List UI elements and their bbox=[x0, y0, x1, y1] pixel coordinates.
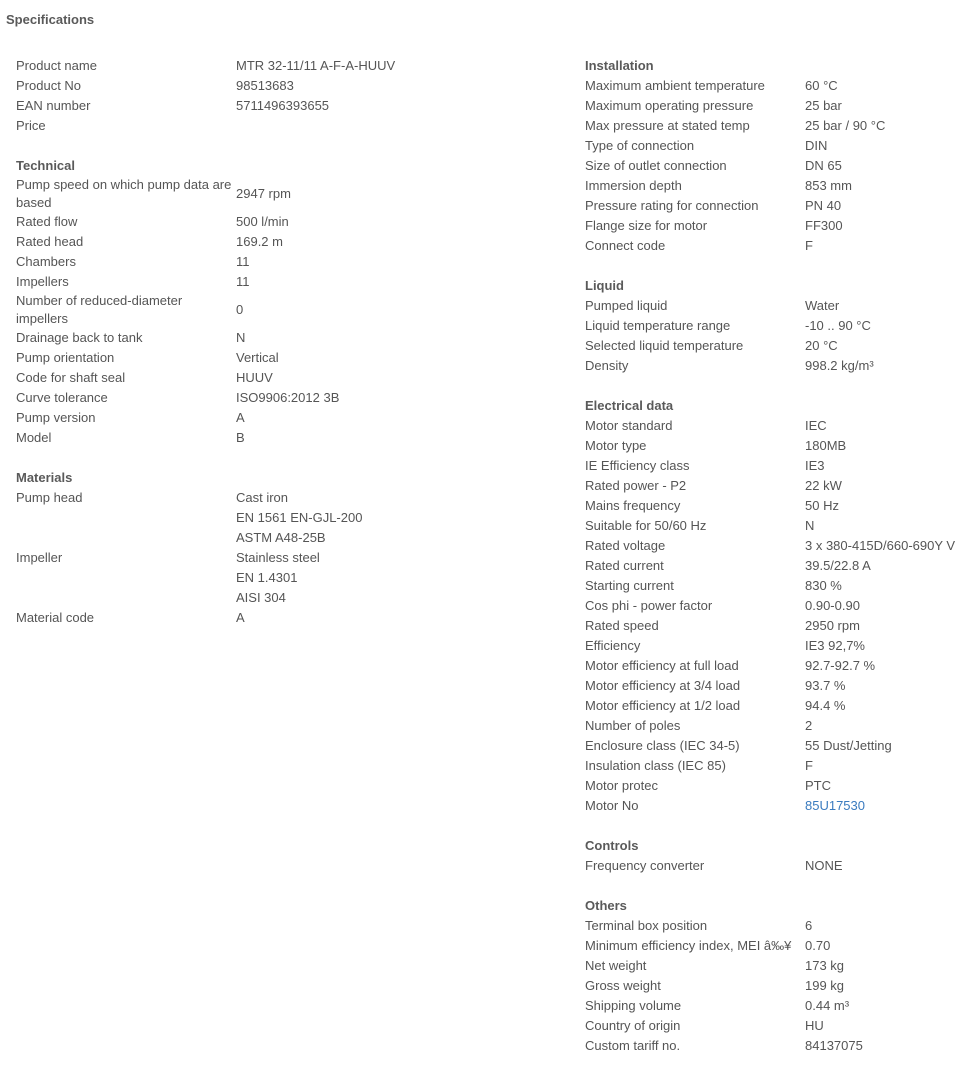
spec-label: Rated power - P2 bbox=[585, 478, 687, 493]
spec-label: Frequency converter bbox=[585, 858, 705, 873]
spec-value: HUUV bbox=[236, 370, 273, 385]
spec-label: Material code bbox=[16, 610, 95, 625]
spec-label: Pump head bbox=[16, 490, 83, 505]
spec-value: 2 bbox=[805, 718, 813, 733]
spec-row bbox=[585, 676, 940, 696]
spec-value: A bbox=[236, 410, 245, 425]
spec-label: Pump version bbox=[16, 410, 96, 425]
controls-section bbox=[585, 836, 940, 876]
spec-label: Shipping volume bbox=[585, 998, 682, 1013]
spec-label: Liquid temperature range bbox=[585, 318, 731, 333]
spec-value: 93.7 % bbox=[805, 678, 846, 693]
spec-value: 25 bar bbox=[805, 98, 842, 113]
spec-label: Starting current bbox=[585, 578, 674, 593]
spec-value: 5711496393655 bbox=[236, 98, 330, 113]
material-line: EN 1.4301 bbox=[236, 570, 298, 585]
spec-row bbox=[585, 996, 940, 1016]
spec-label: Connect code bbox=[585, 238, 666, 253]
spec-label: Number of reduced-diameter impellers bbox=[16, 293, 183, 326]
spec-value: DN 65 bbox=[805, 158, 842, 173]
spec-row bbox=[16, 428, 556, 448]
technical-section bbox=[16, 156, 556, 448]
spec-row bbox=[585, 796, 940, 816]
spec-value: -10 .. 90 °C bbox=[805, 318, 871, 333]
spec-label: Maximum operating pressure bbox=[585, 98, 754, 113]
spec-value: 998.2 kg/m³ bbox=[805, 358, 874, 373]
spec-value: 853 mm bbox=[805, 178, 852, 193]
spec-row bbox=[585, 716, 940, 736]
spec-value: FF300 bbox=[805, 218, 843, 233]
spec-value: 20 °C bbox=[805, 338, 838, 353]
spec-row-impeller bbox=[16, 548, 556, 608]
spec-value: 0 bbox=[236, 302, 244, 317]
spec-row bbox=[585, 336, 940, 356]
spec-value bbox=[236, 488, 556, 548]
spec-label: Minimum efficiency index, MEI â‰¥ bbox=[585, 938, 792, 953]
spec-value: 3 x 380-415D/660-690Y V bbox=[805, 538, 955, 553]
section-title: Materials bbox=[16, 470, 73, 485]
spec-label: EAN number bbox=[16, 98, 91, 113]
spec-row bbox=[585, 116, 940, 136]
spec-label: Rated flow bbox=[16, 214, 78, 229]
section-title: Controls bbox=[585, 838, 639, 853]
electrical-section bbox=[585, 396, 955, 816]
spec-label: Terminal box position bbox=[585, 918, 708, 933]
others-section bbox=[585, 896, 940, 1056]
spec-row bbox=[16, 292, 556, 328]
spec-row bbox=[585, 936, 940, 956]
material-line: ASTM A48-25B bbox=[236, 530, 326, 545]
spec-row bbox=[585, 776, 940, 796]
spec-value: 500 l/min bbox=[236, 214, 289, 229]
spec-value: 173 kg bbox=[805, 958, 845, 973]
spec-label: Product No bbox=[16, 78, 82, 93]
spec-label: Code for shaft seal bbox=[16, 370, 126, 385]
spec-row bbox=[585, 916, 940, 936]
spec-value: 0.90-0.90 bbox=[805, 598, 860, 613]
spec-label: Motor standard bbox=[585, 418, 673, 433]
spec-row bbox=[585, 736, 940, 756]
spec-label: Motor efficiency at 3/4 load bbox=[585, 678, 741, 693]
spec-row bbox=[16, 176, 556, 212]
spec-row bbox=[16, 388, 556, 408]
spec-label: Pump speed on which pump data are based bbox=[16, 177, 232, 210]
spec-label: Pressure rating for connection bbox=[585, 198, 759, 213]
spec-value: DIN bbox=[805, 138, 828, 153]
spec-value: F bbox=[805, 238, 813, 253]
spec-value: 11 bbox=[236, 274, 250, 289]
spec-label: Motor efficiency at full load bbox=[585, 658, 739, 673]
spec-value: 92.7-92.7 % bbox=[805, 658, 876, 673]
spec-label: Rated head bbox=[16, 234, 84, 249]
spec-label: Net weight bbox=[585, 958, 647, 973]
spec-label: Cos phi - power factor bbox=[585, 598, 713, 613]
spec-label: Immersion depth bbox=[585, 178, 682, 193]
spec-row bbox=[585, 76, 940, 96]
spec-value bbox=[236, 548, 556, 608]
spec-value: 180MB bbox=[805, 438, 847, 453]
spec-row bbox=[585, 136, 940, 156]
spec-label: Product name bbox=[16, 58, 97, 73]
spec-row bbox=[585, 176, 940, 196]
spec-label: Selected liquid temperature bbox=[585, 338, 744, 353]
spec-value: 169.2 m bbox=[236, 234, 283, 249]
spec-row bbox=[585, 356, 940, 376]
spec-label: Pump orientation bbox=[16, 350, 115, 365]
page-title: Specifications bbox=[6, 12, 95, 27]
spec-row bbox=[585, 656, 940, 676]
spec-row bbox=[585, 596, 940, 616]
spec-value: Water bbox=[805, 298, 840, 313]
spec-value bbox=[805, 796, 940, 816]
left-column bbox=[16, 56, 556, 648]
spec-row bbox=[16, 76, 556, 96]
spec-label: Motor No bbox=[585, 798, 639, 813]
spec-value: 11 bbox=[236, 254, 250, 269]
spec-label: Model bbox=[16, 430, 52, 445]
spec-value: 0.44 m³ bbox=[805, 998, 850, 1013]
spec-label: Rated voltage bbox=[585, 538, 666, 553]
spec-label: Type of connection bbox=[585, 138, 695, 153]
spec-row bbox=[585, 236, 940, 256]
spec-label: Motor protec bbox=[585, 778, 658, 793]
spec-row bbox=[585, 316, 940, 336]
spec-row bbox=[585, 956, 940, 976]
spec-label: Chambers bbox=[16, 254, 76, 269]
spec-row bbox=[16, 348, 556, 368]
spec-value: A bbox=[236, 610, 245, 625]
spec-label: Curve tolerance bbox=[16, 390, 108, 405]
spec-value: 39.5/22.8 A bbox=[805, 558, 871, 573]
spec-label: Max pressure at stated temp bbox=[585, 118, 750, 133]
spec-row bbox=[16, 232, 556, 252]
spec-row-pump-head bbox=[16, 488, 556, 548]
material-line: AISI 304 bbox=[236, 590, 286, 605]
right-column bbox=[585, 56, 955, 1076]
spec-label: Number of poles bbox=[585, 718, 681, 733]
spec-label: Enclosure class (IEC 34-5) bbox=[585, 738, 740, 753]
spec-label: Rated speed bbox=[585, 618, 659, 633]
spec-label: Efficiency bbox=[585, 638, 641, 653]
spec-row bbox=[585, 416, 940, 436]
spec-row bbox=[585, 456, 940, 476]
spec-value: F bbox=[805, 758, 813, 773]
spec-row bbox=[585, 436, 940, 456]
spec-label: Custom tariff no. bbox=[585, 1038, 681, 1053]
spec-value: ISO9906:2012 3B bbox=[236, 390, 340, 405]
spec-label: Impellers bbox=[16, 274, 69, 289]
spec-row bbox=[585, 96, 940, 116]
spec-label: Density bbox=[585, 358, 629, 373]
material-line: EN 1561 EN-GJL-200 bbox=[236, 510, 363, 525]
motor-no-link[interactable]: 85U17530 bbox=[805, 798, 865, 813]
spec-row bbox=[585, 156, 940, 176]
spec-value: 199 kg bbox=[805, 978, 845, 993]
spec-value: 2947 rpm bbox=[236, 186, 291, 201]
spec-value: 84137075 bbox=[805, 1038, 863, 1053]
spec-value: 98513683 bbox=[236, 78, 294, 93]
spec-row bbox=[16, 608, 556, 628]
spec-value: HU bbox=[805, 1018, 824, 1033]
spec-row bbox=[16, 252, 556, 272]
spec-value: IE3 92,7% bbox=[805, 638, 865, 653]
spec-value: Vertical bbox=[236, 350, 279, 365]
spec-value: 830 % bbox=[805, 578, 842, 593]
spec-value: N bbox=[805, 518, 815, 533]
spec-value: 55 Dust/Jetting bbox=[805, 738, 892, 753]
spec-value: N bbox=[236, 330, 246, 345]
spec-value: 25 bar / 90 °C bbox=[805, 118, 886, 133]
spec-value: B bbox=[236, 430, 245, 445]
spec-row bbox=[16, 408, 556, 428]
section-title: Others bbox=[585, 898, 627, 913]
spec-value: 94.4 % bbox=[805, 698, 846, 713]
spec-label: Insulation class (IEC 85) bbox=[585, 758, 726, 773]
spec-row bbox=[585, 556, 940, 576]
spec-value: NONE bbox=[805, 858, 843, 873]
spec-label: Rated current bbox=[585, 558, 664, 573]
spec-row bbox=[585, 476, 940, 496]
spec-value: 50 Hz bbox=[805, 498, 839, 513]
spec-label: Country of origin bbox=[585, 1018, 681, 1033]
spec-label: Size of outlet connection bbox=[585, 158, 727, 173]
spec-value: IE3 bbox=[805, 458, 825, 473]
spec-row bbox=[585, 216, 940, 236]
spec-row bbox=[585, 856, 940, 876]
spec-label: Impeller bbox=[16, 550, 63, 565]
spec-row bbox=[585, 536, 955, 556]
spec-label: Drainage back to tank bbox=[16, 330, 143, 345]
spec-label: Pumped liquid bbox=[585, 298, 668, 313]
material-line: Cast iron bbox=[236, 490, 289, 505]
spec-label: Flange size for motor bbox=[585, 218, 708, 233]
spec-row bbox=[16, 212, 556, 232]
spec-row bbox=[16, 328, 556, 348]
spec-value: IEC bbox=[805, 418, 827, 433]
spec-label: Mains frequency bbox=[585, 498, 681, 513]
spec-label: Price bbox=[16, 118, 46, 133]
liquid-section bbox=[585, 276, 940, 376]
section-title: Installation bbox=[585, 58, 654, 73]
installation-section bbox=[585, 56, 940, 256]
spec-value: 6 bbox=[805, 918, 813, 933]
spec-row bbox=[585, 616, 940, 636]
spec-row bbox=[585, 1016, 940, 1036]
spec-row bbox=[16, 368, 556, 388]
spec-row bbox=[585, 296, 940, 316]
spec-label: IE Efficiency class bbox=[585, 458, 690, 473]
spec-row bbox=[16, 272, 556, 292]
spec-value: 0.70 bbox=[805, 938, 831, 953]
spec-row bbox=[585, 976, 940, 996]
section-title: Electrical data bbox=[585, 398, 674, 413]
spec-value: 60 °C bbox=[805, 78, 838, 93]
spec-label: Motor type bbox=[585, 438, 647, 453]
spec-row bbox=[16, 116, 556, 136]
section-title: Liquid bbox=[585, 278, 624, 293]
spec-value: PTC bbox=[805, 778, 831, 793]
spec-row bbox=[16, 56, 556, 76]
spec-row bbox=[16, 96, 556, 116]
spec-row bbox=[585, 756, 940, 776]
spec-label: Suitable for 50/60 Hz bbox=[585, 518, 707, 533]
materials-section bbox=[16, 468, 556, 628]
spec-value: PN 40 bbox=[805, 198, 842, 213]
spec-row bbox=[585, 696, 940, 716]
spec-value: 22 kW bbox=[805, 478, 842, 493]
material-line: Stainless steel bbox=[236, 550, 320, 565]
general-section bbox=[16, 56, 556, 136]
spec-value: MTR 32-11/11 A-F-A-HUUV bbox=[236, 58, 396, 73]
spec-row bbox=[585, 636, 940, 656]
spec-label: Maximum ambient temperature bbox=[585, 78, 765, 93]
spec-value: 2950 rpm bbox=[805, 618, 860, 633]
spec-label: Motor efficiency at 1/2 load bbox=[585, 698, 741, 713]
spec-label: Gross weight bbox=[585, 978, 661, 993]
spec-row bbox=[585, 496, 940, 516]
spec-row bbox=[585, 576, 940, 596]
spec-row bbox=[585, 516, 940, 536]
spec-row bbox=[585, 1036, 940, 1056]
spec-row bbox=[585, 196, 940, 216]
section-title: Technical bbox=[16, 158, 76, 173]
